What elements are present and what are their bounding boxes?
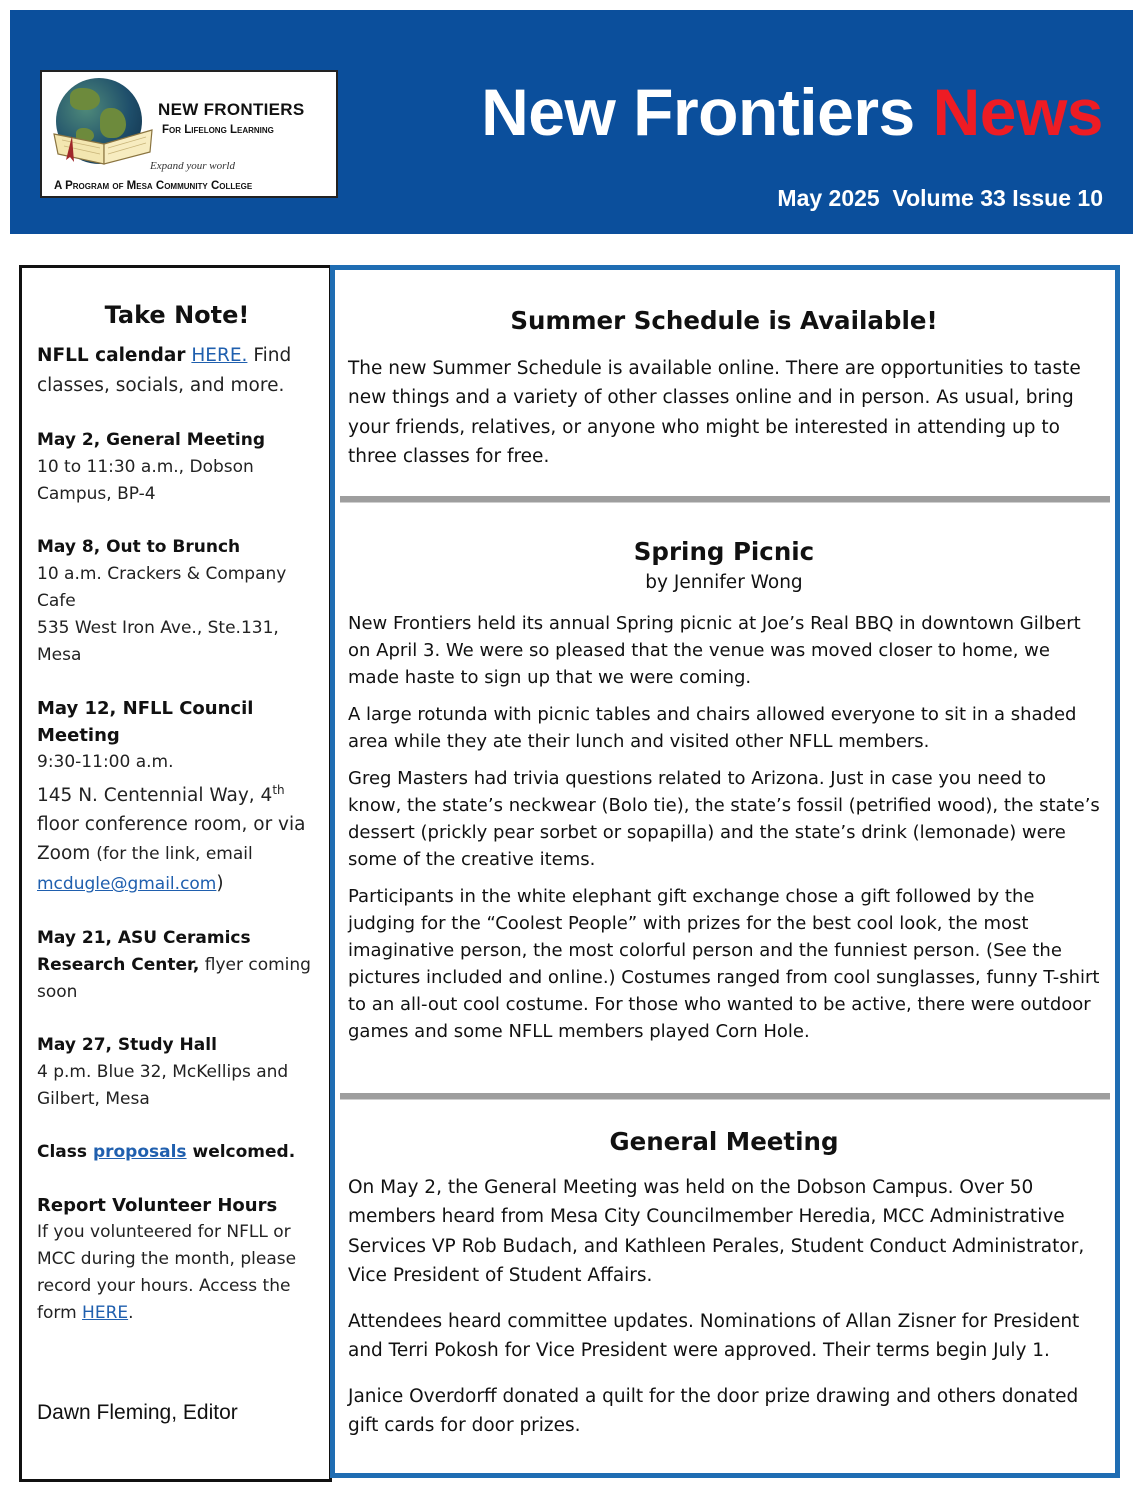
logo-subtitle: For Lifelong Learning [162,124,274,136]
event-title: May 12, NFLL Council Meeting [37,698,254,746]
article-paragraph: A large rotunda with picnic tables and chairs allowed everyone to sit in a shaded area while they ate their lunch and visited other NFLL members. [348,704,1077,752]
article-title: Spring Picnic [633,537,815,566]
masthead-accent: News [932,75,1103,149]
article-title: Summer Schedule is Available! [510,306,938,335]
class-proposals-note [37,1139,317,1166]
open-book-icon [52,124,156,166]
logo-tagline: Expand your world [150,160,235,172]
editor-credit: Dawn Fleming, Editor [37,1401,238,1424]
article-byline: by Jennifer Wong [645,572,803,593]
event-address [37,776,317,899]
email-link[interactable]: mcdugle@gmail.com [37,874,217,895]
masthead-title [481,74,1103,150]
zoom-note: (for the link, email [96,844,253,865]
event-title: May 27, Study Hall [37,1035,217,1056]
article-summer-schedule [348,306,1100,482]
masthead-main: New Frontiers [481,75,915,149]
proposals-link[interactable]: proposals [92,1142,187,1163]
section-divider [340,1093,1110,1100]
event-ceramics [37,925,317,1006]
volunteer-title: Report Volunteer Hours [37,1195,278,1217]
article-paragraph: New Frontiers held its annual Spring picnic at Joe’s Real BBQ in downtown Gilbert on April 3. We were so pleased that the venue was moved closer to home, we made haste to sign up that we were coming. [348,613,1081,688]
calendar-label: NFLL calendar [37,345,186,366]
logo-program: A Program of Mesa Community College [54,180,253,192]
article-paragraph: Janice Overdorff donated a quilt for the door prize drawing and others donated gift cards for door prizes. [348,1385,1079,1436]
sidebar-heading: Take Note! [104,301,250,329]
ordinal-suffix: th [272,783,285,797]
volunteer-form-link[interactable]: HERE [82,1303,129,1324]
event-title: May 21, ASU Ceramics Research Center, [37,928,251,976]
section-divider [340,496,1110,503]
event-detail: 4 p.m. Blue 32, McKellips and Gilbert, Mesa [37,1062,289,1110]
zoom-note-end: ) [216,873,224,895]
event-detail: 10 to 11:30 a.m., Dobson Campus, BP-4 [37,457,254,504]
article-paragraph: Greg Masters had trivia questions related to Arizona. Just in case you need to know, the state’s neckwear (Bolo tie), the state’s fossil (petrified wood), the state’s dessert (prickly pear sorbet or sopapilla) and the state’s drink (lemonade) were some of the creative items. [348,768,1100,870]
address-text: 145 N. Centennial Way, 4 [37,785,273,807]
event-council-meeting [37,695,317,899]
article-paragraph: Participants in the white elephant gift exchange chose a gift followed by the judging for the “Coolest People” with prizes for the best cool look, the most imaginative person, the most colorful person and the funniest person. (See the pictures included and online.) Costumes ranged from cool sunglasses, funny T-shirt to an all-out cool costume. For those who wanted to be active, there were outdoor games and some NFLL members played Corn Hole. [348,886,1100,1042]
volunteer-end: . [128,1303,134,1324]
nfll-logo [40,70,338,198]
event-general-meeting [37,427,317,508]
article-paragraph: On May 2, the General Meeting was held on the Dobson Campus. Over 50 members heard from Mesa City Councilmember Heredia, MCC Administrative Services VP Rob Budach, and Kathleen Perales, Student Conduct Administrator, Vice President of Student Affairs. [348,1176,1085,1286]
event-detail: 10 a.m. Crackers & Company Cafe [37,564,287,611]
proposals-suffix: welcomed. [192,1142,296,1163]
proposals-prefix: Class [37,1142,88,1163]
article-body: The new Summer Schedule is available online. There are opportunities to taste new things and a variety of other classes online and in person. As usual, bring your friends, relatives, or anyone who might be interested in attending up to three classes for free. [348,357,1081,467]
volunteer-hours-note [37,1192,317,1327]
event-title: May 8, Out to Brunch [37,537,241,557]
event-brunch [37,534,317,669]
article-title: General Meeting [609,1127,839,1156]
logo-title: NEW FRONTIERS [158,100,305,119]
calendar-note [37,341,317,401]
event-detail: 535 West Iron Ave., Ste.131, Mesa [37,618,279,665]
main-content [330,265,1120,1478]
event-study-hall [37,1032,317,1113]
article-spring-picnic [348,538,1100,1055]
take-note-sidebar [19,265,332,1482]
header-banner [10,10,1133,234]
calendar-link[interactable]: HERE. [191,345,248,366]
issue-line: May 2025 Volume 33 Issue 10 [777,185,1103,211]
address-text-2: floor conference room, or via Zoom [37,814,306,865]
event-title: May 2, General Meeting [37,430,265,450]
article-paragraph: Attendees heard committee updates. Nominations of Allan Zisner for President and Terri Pokosh for Vice President were approved. Their terms begin July 1. [348,1310,1080,1361]
event-detail: flyer coming soon [37,955,311,1003]
calendar-text: Find classes, socials, and more. [37,345,292,396]
article-general-meeting [348,1127,1100,1451]
volunteer-text: If you volunteered for NFLL or MCC during the month, please record your hours. Access the form [37,1222,297,1324]
event-time: 9:30-11:00 a.m. [37,752,174,772]
